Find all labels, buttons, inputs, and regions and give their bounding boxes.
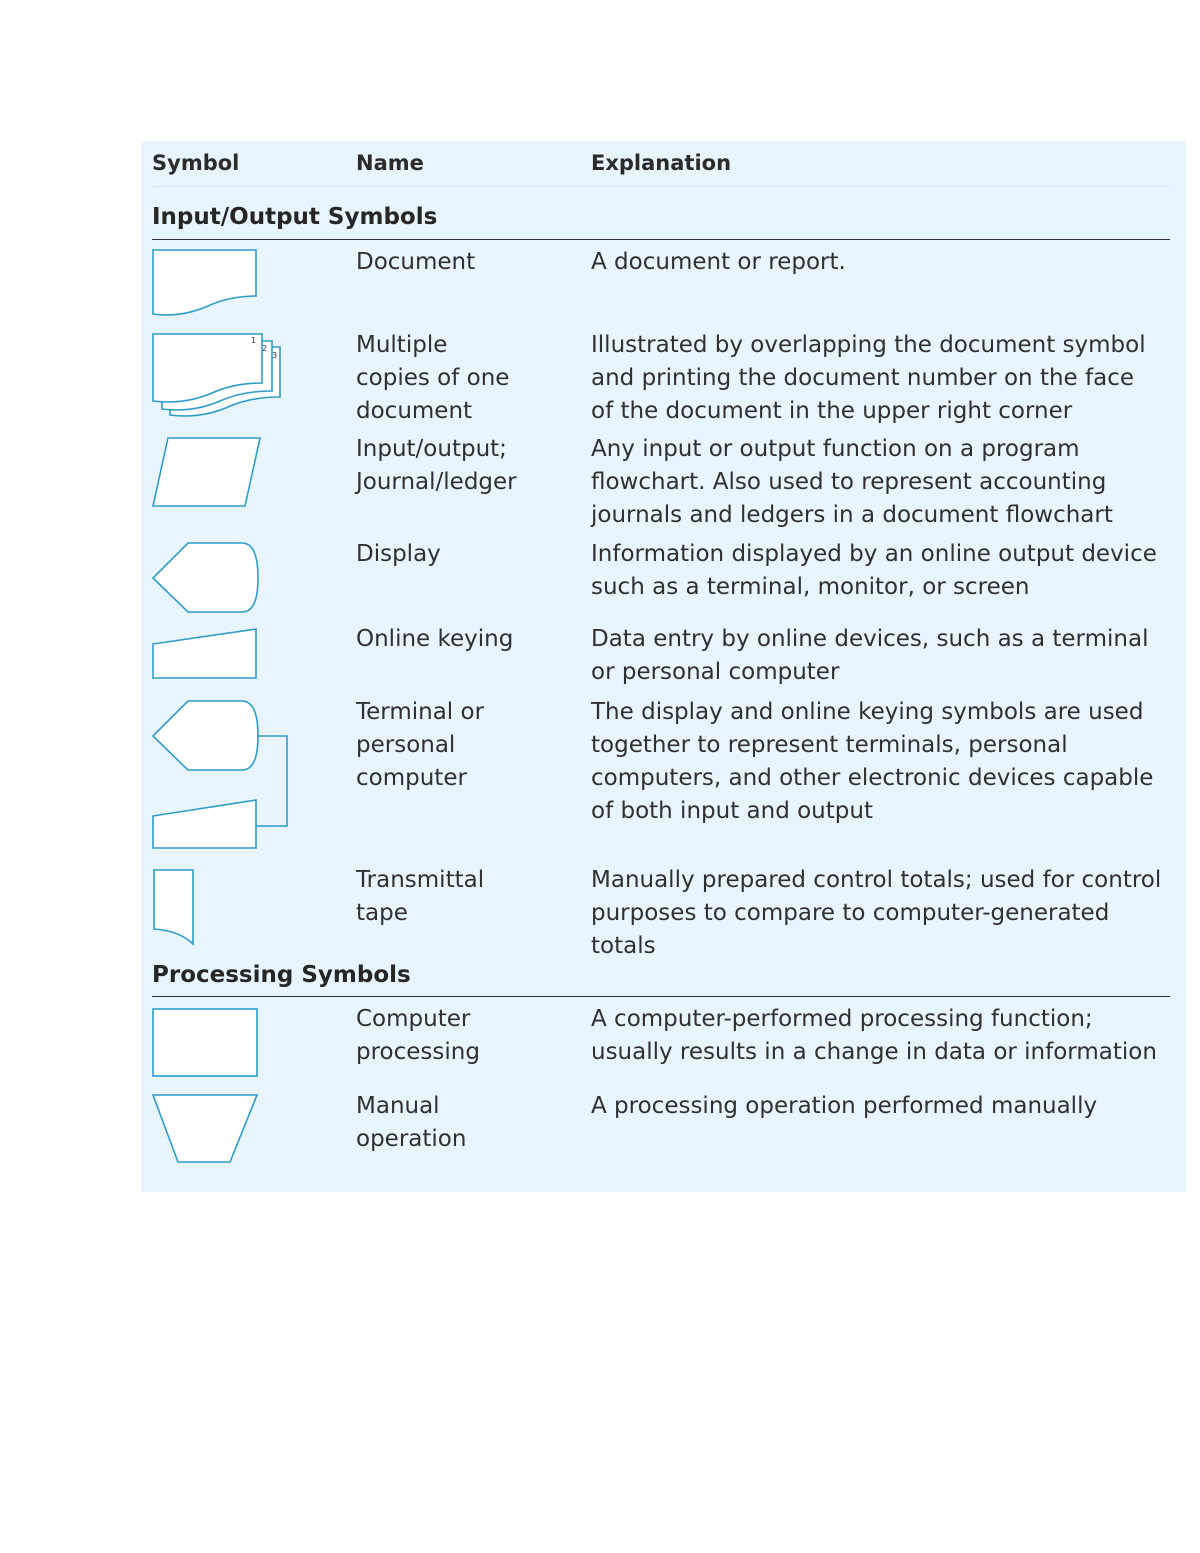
section-divider — [152, 996, 1170, 997]
row-explanation: The display and online keying symbols are used together to represent terminals, personal computers, and other electronic devices capable of both input and output — [591, 699, 1154, 824]
online-keying-symbol-icon — [150, 626, 262, 682]
row-explanation: Information displayed by an online output device such as a terminal, monitor, or screen — [591, 541, 1157, 600]
input-output-symbol-icon — [150, 436, 264, 510]
header-explanation: Explanation — [591, 151, 732, 175]
header-name: Name — [356, 151, 424, 175]
section-title-processing: Processing Symbols — [152, 962, 411, 988]
svg-text:3: 3 — [272, 351, 278, 360]
row-name: Multiple copies of one document — [356, 332, 510, 424]
display-symbol-icon — [150, 540, 262, 616]
computer-processing-symbol-icon — [150, 1006, 262, 1080]
multiple-documents-symbol-icon — [150, 331, 286, 421]
transmittal-tape-symbol-icon — [150, 867, 200, 949]
row-name: Online keying — [356, 626, 514, 652]
header-divider — [152, 186, 1170, 187]
svg-text:1: 1 — [251, 336, 257, 345]
row-name: Document — [356, 249, 476, 275]
document-symbol-icon — [150, 248, 262, 320]
row-name: Manual operation — [356, 1093, 467, 1152]
row-explanation: Data entry by online devices, such as a terminal or personal computer — [591, 626, 1149, 685]
manual-operation-symbol-icon — [150, 1092, 262, 1166]
section-title-input-output: Input/Output Symbols — [152, 204, 438, 230]
row-explanation: Any input or output function on a program flowchart. Also used to represent accounting journals and ledgers in a document flowchart — [591, 436, 1113, 528]
row-name: Transmittal tape — [356, 867, 485, 926]
terminal-symbol-icon — [150, 698, 292, 854]
row-name: Input/output; Journal/ledger — [356, 436, 517, 495]
row-explanation: A processing operation performed manually — [591, 1093, 1098, 1119]
row-explanation: A document or report. — [591, 249, 846, 275]
row-explanation: A computer-performed processing function; usually results in a change in data or information — [591, 1006, 1157, 1065]
row-explanation: Illustrated by overlapping the document symbol and printing the document number on the face of the document in the upper right corner — [591, 332, 1146, 424]
row-name: Display — [356, 541, 441, 567]
svg-text:2: 2 — [262, 344, 268, 353]
row-name: Computer processing — [356, 1006, 480, 1065]
row-explanation: Manually prepared control totals; used for control purposes to compare to computer-generated totals — [591, 867, 1162, 959]
header-symbol: Symbol — [152, 151, 240, 175]
row-name: Terminal or personal computer — [356, 699, 485, 791]
section-divider — [152, 239, 1170, 240]
